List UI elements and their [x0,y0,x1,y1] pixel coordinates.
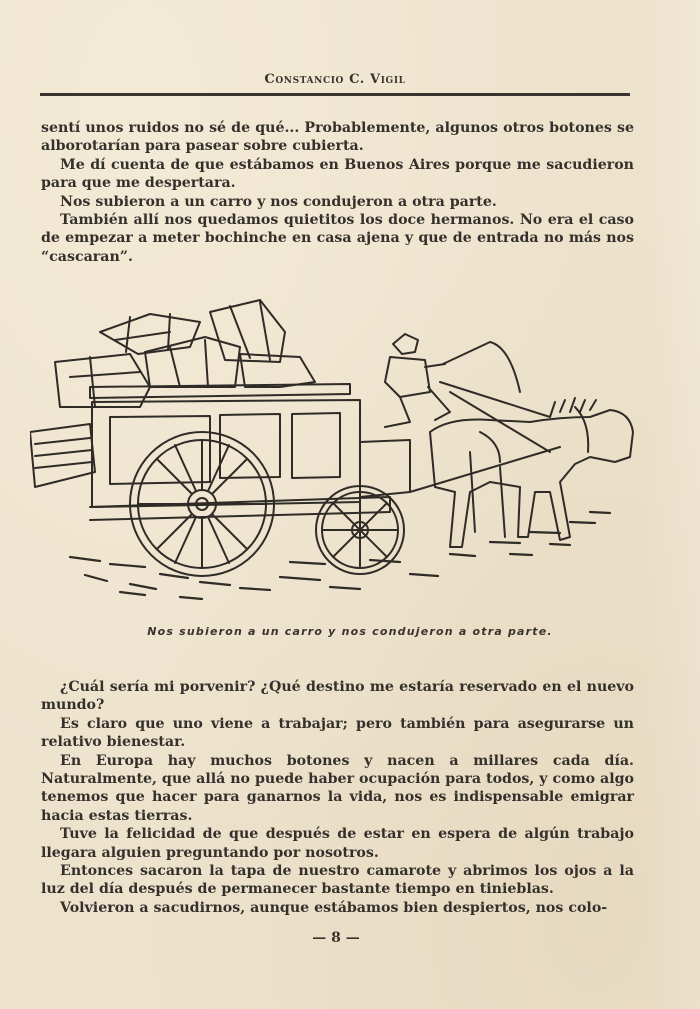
paragraph: Nos subieron a un carro y nos condujeron a otra parte. [60,193,497,210]
header-rule [40,93,630,96]
cart-illustration [30,292,640,607]
driver [385,334,520,427]
paragraph: Tuve la felicidad de que después de estar en espera de algún trabajo llegara alguien preguntando por nosotros. [41,826,634,861]
paragraph: Volvieron a sacudirnos, aunque estábamos bien despiertos, nos colo- [60,899,608,916]
paragraph: ¿Cuál sería mi porvenir? ¿Qué destino me estaría reservado en el nuevo mundo? [41,679,634,714]
text-block-top [41,119,634,266]
horses [430,398,633,547]
page-number: — 8 — [312,930,360,946]
front-wheel [316,486,404,574]
paragraph: sentí unos ruidos no sé de qué... Probablemente, algunos otros botones se alborotarían para pasear sobre cubierta. [41,120,634,155]
paragraph: Me dí cuenta de que estábamos en Buenos Aires porque me sacudieron para que me despertara. [41,156,634,192]
figure-caption: Nos subieron a un carro y nos condujeron a otra parte. [147,625,553,638]
paragraph: En Europa hay muchos botones y nacen a millares cada día. Naturalmente, que allá no puede haber ocupación para todos, y como algo tenemos que hacer para ganarnos la vida, nos es indispensable emigrar hacia estas tierras. [41,752,634,824]
crates [30,300,315,487]
paragraph: También allí nos quedamos quietitos los doce hermanos. No era el caso de empezar a meter bochinche en casa ajena y que de entrada no más nos “cascaran”. [41,212,634,265]
reins [410,382,560,492]
text-block-bottom [41,678,634,917]
running-head: Constancio C. Vigil [264,72,406,87]
paragraph: Entonces sacaron la tapa de nuestro camarote y abrimos los ojos a la luz del día después de permanecer bastante tiempo en tinieblas. [41,863,634,898]
paragraph: Es claro que uno viene a trabajar; pero también para asegurarse un relativo bienestar. [41,715,634,751]
